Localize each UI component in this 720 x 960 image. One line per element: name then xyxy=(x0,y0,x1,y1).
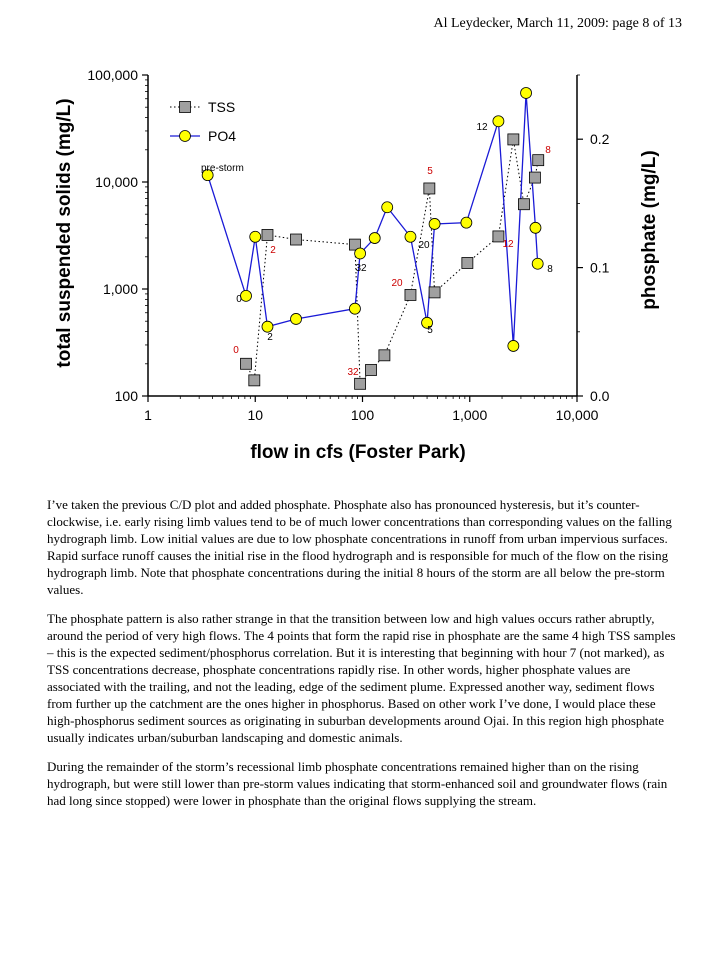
po4-point xyxy=(241,290,252,301)
series-markers xyxy=(202,87,544,389)
tss-point xyxy=(529,172,540,183)
y-right-tick-label: 0.2 xyxy=(590,131,610,148)
x-tick-label: 10 xyxy=(247,407,264,423)
po4-point xyxy=(530,222,541,233)
tss-point xyxy=(379,350,390,361)
x-tick-label: 1 xyxy=(144,407,152,423)
tss-point xyxy=(429,287,440,298)
point-annotation-label: 0 xyxy=(233,345,239,356)
po4-point xyxy=(262,321,273,332)
tss-point xyxy=(533,155,544,166)
y-axis-left-title: total suspended solids (mg/L) xyxy=(54,98,75,368)
paragraph-2: The phosphate pattern is also rather strange in that the transition between low and high values occurs rather abruptly, around the period of very high flows. The 4 points that form the rapid rise in phosphate are the same 4 high TSS samples – this is the expected sediment/phosphorus correlation. But it is interesting that beginning with hour 7 (not marked), as TSS concentrations decrease, phosphate concentrations rapidly rise. In other words, higher phosphate values are associated with the trailing, and not the leading, edge of the sediment plume. Expressed another way, sediment flows from further up the catchment are the ones higher in phosphorus. Based on other work I’ve done, I would place these high-phosphorus sediment sources as originating in suburban developments around Ojai. In this region high phosphate usually indicates urban/suburban landscaping and domestic animals. xyxy=(47,611,676,745)
point-annotation-label: 32 xyxy=(347,367,359,378)
y-right-tick-label: 0.1 xyxy=(590,259,610,276)
point-annotation-label: 2 xyxy=(267,332,273,343)
tss-series-line xyxy=(246,139,538,383)
po4-point xyxy=(461,217,472,228)
body-text xyxy=(47,496,677,821)
y-axis-right-title: phosphate (mg/L) xyxy=(639,150,660,310)
point-annotation-label: 2 xyxy=(270,245,276,256)
tss-point xyxy=(249,375,260,386)
paragraph-3: During the remainder of the storm’s recessional limb phosphate concentrations remained higher than on the rising hydrograph, but were still lower than pre-storm values indicating that storm-enhanced soil and groundwater flows (rain had long since stopped) were lower in phosphate than the original flows supplying the stream. xyxy=(47,759,668,808)
point-annotation-label: 12 xyxy=(476,122,488,133)
po4-point xyxy=(521,87,532,98)
po4-point xyxy=(355,248,366,259)
po4-point xyxy=(250,231,261,242)
point-annotation-label: 20 xyxy=(391,278,403,289)
tss-point xyxy=(424,183,435,194)
po4-point xyxy=(382,202,393,213)
point-annotation-label: 8 xyxy=(547,264,553,275)
x-tick-label: 100 xyxy=(350,407,375,423)
point-annotation-label: pre-storm xyxy=(201,163,244,174)
paragraph-1: I’ve taken the previous C/D plot and added phosphate. Phosphate also has pronounced hysteresis, but it’s counter-clockwise, i.e. early rising limb values tend to be of much lower concentrations than corresponding values on the falling hydrograph limb. Low initial values are due to low phosphate concentrations in runoff from urban impervious surfaces. Rapid surface runoff causes the initial rise in the flood hydrograph and is responsible for much of the flow on the rising hydrograph limb. Note that phosphate concentrations during the initial 8 hours of the storm are all below the pre-storm values. xyxy=(47,497,672,597)
po4-point xyxy=(349,303,360,314)
tss-point xyxy=(462,257,473,268)
point-annotation-label: 12 xyxy=(502,239,514,250)
axis-ticks xyxy=(142,75,583,402)
page-header: Al Leydecker, March 11, 2009: page 8 of 13 xyxy=(433,16,682,31)
point-annotation-label: 0 xyxy=(236,294,242,305)
point-annotation-label: 20 xyxy=(418,240,430,251)
point-annotation-label: 32 xyxy=(355,263,367,274)
tss-point xyxy=(241,358,252,369)
legend-tss-label: TSS xyxy=(208,99,236,115)
x-tick-label: 1,000 xyxy=(452,407,488,423)
po4-point xyxy=(493,116,504,127)
legend-tss-marker xyxy=(180,102,191,113)
tss-point xyxy=(365,364,376,375)
tss-point xyxy=(262,229,273,240)
y-left-tick-label: 100 xyxy=(114,388,138,404)
po4-series-line xyxy=(208,93,538,346)
po4-point xyxy=(532,258,543,269)
po4-point xyxy=(369,233,380,244)
legend xyxy=(170,99,236,144)
legend-po4-label: PO4 xyxy=(208,128,237,144)
legend-po4-marker xyxy=(180,131,191,142)
po4-point xyxy=(405,231,416,242)
po4-point xyxy=(291,313,302,324)
tss-point xyxy=(518,199,529,210)
y-left-tick-label: 1,000 xyxy=(102,281,138,297)
point-annotation-label: 8 xyxy=(545,145,551,156)
tss-phosphate-chart xyxy=(0,40,720,480)
y-right-tick-label: 0.0 xyxy=(590,388,610,404)
tss-point xyxy=(405,289,416,300)
tss-point xyxy=(355,378,366,389)
po4-point xyxy=(429,218,440,229)
x-axis-title: flow in cfs (Foster Park) xyxy=(250,442,466,463)
tss-point xyxy=(291,234,302,245)
y-left-tick-label: 10,000 xyxy=(95,174,138,190)
tss-point xyxy=(508,134,519,145)
point-annotation-label: 5 xyxy=(427,166,433,177)
po4-point xyxy=(508,340,519,351)
y-left-tick-label: 100,000 xyxy=(87,67,138,83)
x-tick-label: 10,000 xyxy=(555,407,599,423)
point-annotation-label: 5 xyxy=(427,325,433,336)
